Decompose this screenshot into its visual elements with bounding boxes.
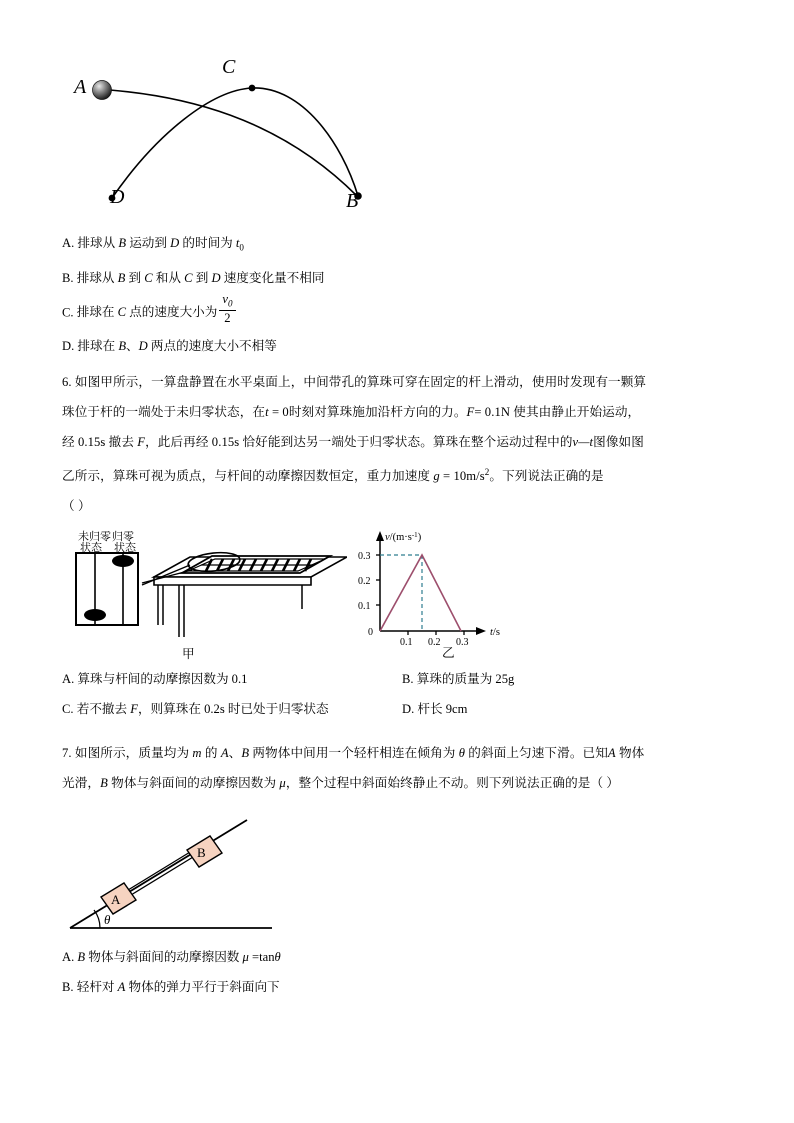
q7-option-a-text: B 物体与斜面间的动摩擦因数 μ =tanθ xyxy=(77,950,281,965)
q5-option-a xyxy=(62,228,734,263)
q7-stem-line-1: 7. 如图所示，质量均为 m 的 A、B 两物体中间用一个轻杆相连在倾角为 θ 的斜面上匀速下滑。已知A 物体 xyxy=(62,746,645,761)
var-f: F xyxy=(130,702,138,717)
q6-option-d-text: 杆长 9cm xyxy=(417,702,468,717)
q6-answer-blank: （ ） xyxy=(62,499,91,514)
label-not-zeroed-line2: 状态 xyxy=(80,542,102,555)
light-rod-line-2 xyxy=(131,854,198,895)
q6-stem-line-3: 经 0.15s 撤去 F，此后再经 0.15s 恰好能到达另一端处于归零状态。算珠在整个运动过程中的v—t图像如图 xyxy=(62,434,644,449)
q7-option-b-marker: B. xyxy=(62,980,74,995)
vt-graph-symbol: v—t xyxy=(572,434,594,449)
var-t: t xyxy=(265,404,269,419)
q6-stem-line-4: 乙所示，算珠可视为质点，与杆间的动摩擦因数恒定，重力加速度 $g = 10m/s^2$。下列说法正确的是 xyxy=(62,466,604,484)
q6-number: 6. xyxy=(62,374,72,389)
q5-option-c-marker: C. xyxy=(62,304,74,319)
q6-option-c-marker: C. xyxy=(62,702,74,717)
point-label-b: B xyxy=(346,190,359,212)
q6-option-b-marker: B. xyxy=(402,672,414,687)
figure-caption-yi: 乙 xyxy=(442,646,455,661)
block-a-label: A xyxy=(111,892,121,908)
question-6-stem xyxy=(62,367,734,521)
point-label-c: C xyxy=(222,56,236,78)
q5-option-b-text: 排球从 B 到 C 和从 C 到 D 速度变化量不相同 xyxy=(76,270,325,285)
incline-surface xyxy=(70,820,247,928)
q7-option-b xyxy=(62,972,734,1002)
q5-option-c-text: 排球在 C 点的速度大小为 $\frac{v_0}{2}$ xyxy=(77,305,238,319)
origin-label: 0 xyxy=(368,627,373,639)
block-b xyxy=(187,836,222,867)
q7-option-a xyxy=(62,942,734,972)
abacus-figure xyxy=(62,529,347,647)
q6-stem-line-1: 6. 如图甲所示，一算盘静置在水平桌面上，中间带孔的算珠可穿在固定的杆上滑动，使用时发现有一颗算 xyxy=(62,374,647,389)
label-zeroed-line2: 状态 xyxy=(114,542,136,555)
q6-option-c-text: 若不撤去 F，则算珠在 0.2s 时已处于归零状态 xyxy=(76,702,329,717)
y-tick-label-0.1: 0.1 xyxy=(358,601,371,613)
q7-option-a-marker: A. xyxy=(62,950,75,965)
trajectory-path-dcb xyxy=(112,88,358,198)
chart-series-vt xyxy=(380,555,461,631)
q7-stem-line-2: 光滑，B 物体与斜面间的动摩擦因数为 μ，整个过程中斜面始终静止不动。则下列说法正确的是（ ） xyxy=(62,776,620,791)
q5-option-a-text: 排球从 B 运动到 D 的时间为 $t_0$ xyxy=(77,236,244,253)
q5-option-c xyxy=(62,293,734,331)
var-f: F xyxy=(466,404,475,419)
fraction-v0-over-2 xyxy=(219,293,235,325)
chart-y-arrow xyxy=(376,531,384,541)
q6-options-row-1 xyxy=(62,664,734,694)
incline-figure xyxy=(62,802,734,942)
block-b-label: B xyxy=(197,845,206,861)
q7-number: 7. xyxy=(62,746,72,761)
label-not-zeroed-line1: 未归零 xyxy=(78,531,111,544)
y-tick-label-0.2: 0.2 xyxy=(358,576,371,588)
abacus-bead-not-zeroed xyxy=(84,609,106,621)
abacus-bead-zeroed xyxy=(112,555,134,567)
q6-option-d xyxy=(402,694,467,724)
q5-option-b-marker: B. xyxy=(62,270,74,285)
figure-caption-jia: 甲 xyxy=(182,647,195,662)
y-tick-label-0.3: 0.3 xyxy=(358,551,371,563)
volleyball-ball-icon xyxy=(93,81,112,100)
var-t: t xyxy=(235,236,240,250)
point-label-a: A xyxy=(74,76,87,98)
var-theta: θ xyxy=(458,746,466,761)
x-tick-label-0.3: 0.3 xyxy=(456,637,469,646)
q6-option-b xyxy=(402,664,514,694)
table-edge xyxy=(154,577,311,585)
light-rod-line-1 xyxy=(128,849,195,890)
trajectory-path-ab xyxy=(110,90,357,196)
var-g: g xyxy=(433,469,440,484)
question-6-figures xyxy=(62,529,734,664)
q5-option-a-marker: A. xyxy=(62,236,75,250)
x-tick-label-0.2: 0.2 xyxy=(428,637,441,646)
q6-option-b-text: 算珠的质量为 25g xyxy=(416,672,515,687)
q6-option-a-text: 算珠与杆间的动摩擦因数为 0.1 xyxy=(77,672,248,687)
q6-option-d-marker: D. xyxy=(402,702,415,717)
q5-option-d-text: 排球在 B、D 两点的速度大小不相等 xyxy=(77,338,277,353)
label-zeroed-line1: 归零 xyxy=(112,531,134,544)
q6-options-row-2 xyxy=(62,694,734,724)
angle-label-theta: θ xyxy=(104,912,111,928)
page-content xyxy=(62,38,734,1002)
q5-option-d xyxy=(62,331,734,361)
chart-x-arrow xyxy=(476,627,486,635)
var-mu: μ xyxy=(279,776,286,791)
incline-svg xyxy=(62,802,322,942)
q5-option-d-marker: D. xyxy=(62,338,75,353)
chart-y-axis-label: $v/(m\cdot s^{-1})$ xyxy=(385,531,422,544)
var-m: m xyxy=(192,746,202,761)
q6-option-a xyxy=(62,664,402,694)
var-theta: θ xyxy=(274,950,281,965)
velocity-time-chart xyxy=(352,527,517,645)
volleyball-trajectory-figure xyxy=(62,38,734,228)
q6-stem-line-2: 珠位于杆的一端处于未归零状态，在t = 0时刻对算珠施加沿杆方向的力。F= 0.1N 使其由静止开始运动， xyxy=(62,404,641,419)
var-d: D xyxy=(170,236,180,250)
q5-option-b xyxy=(62,263,734,293)
question-7-stem xyxy=(62,738,734,798)
q6-option-a-marker: A. xyxy=(62,672,75,687)
fraction-denominator: 2 xyxy=(224,310,231,325)
chart-x-axis-label: t/s xyxy=(490,627,500,639)
var-b: B xyxy=(118,236,127,250)
var-t-subscript: 0 xyxy=(239,242,244,253)
q7-option-b-text: 轻杆对 A 物体的弹力平行于斜面向下 xyxy=(76,980,280,995)
x-tick-label-0.1: 0.1 xyxy=(400,637,413,646)
fraction-numerator: $v_0$ xyxy=(219,293,235,311)
q6-option-c xyxy=(62,694,402,724)
point-label-d: D xyxy=(110,186,125,208)
point-marker-c xyxy=(249,85,256,92)
var-mu: μ xyxy=(242,950,249,965)
